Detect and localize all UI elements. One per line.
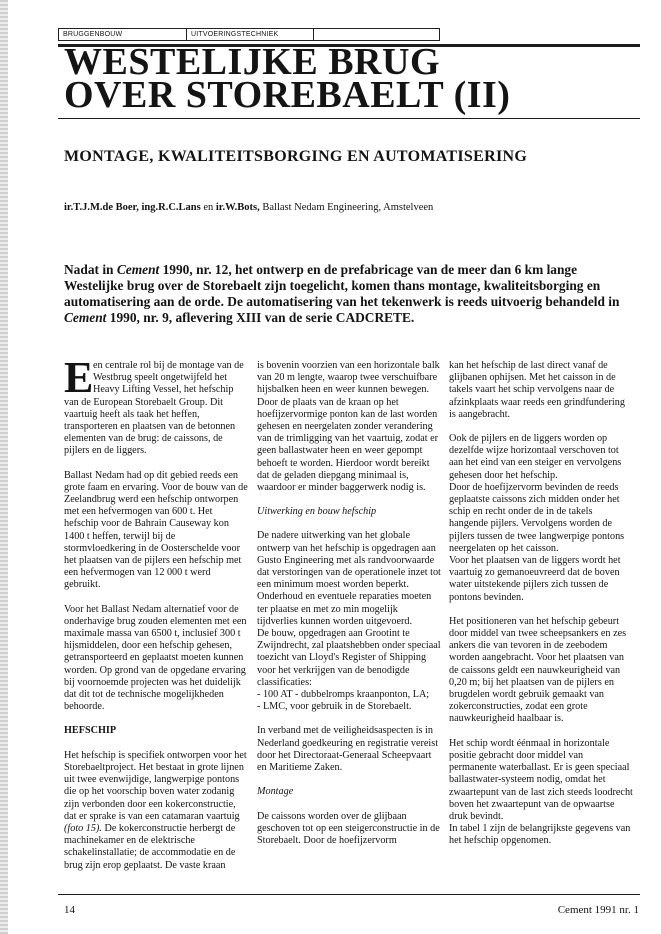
author-3: ir.W.Bots, [215,202,260,213]
col2-paragraph-6: De caissons worden over de glijbaan geschoven tot op een steigerconstructie in de Storebaelt. Door de hoefijzervorm [257,810,440,846]
classification-item-2: - LMC, voor gebruik in de Storebaelt. [257,701,412,713]
classification-item-1: - 100 AT - dubbelromps kraanponton, LA; [257,689,430,701]
journal-reference: Cement 1991 nr. 1 [557,904,639,916]
col1-paragraph-2: Ballast Nedam had op dit gebied reeds een grote faam en ervaring. Voor de bouw van de Zeelandbrug werd een hefschip ontworpen met een hefvermogen van 600 t. Het hefschip voor de Bahrain Causeway kon 1400 t heffen, terwijl bij de stormvloedkering in de Oosterschelde voor het plaatsen van de pijlers een hefschip met een hefvermogen van 12 000 t werd gebruikt. [64,469,248,591]
text-column-1 [64,353,248,872]
page-edge-shadow [0,0,8,934]
author-line [64,202,433,213]
author-1: ir.T.J.M.de Boer, [64,202,139,213]
header-category: BRUGGENBOUW [59,29,187,40]
header-subcategory: UITVOERINGSTECHNIEK [187,29,314,40]
col1-paragraph-1-text: en centrale rol bij de montage van de Westbrug speelt ongetwijfeld het Heavy Lifting Vessel, het hefschip van de European Storebaelt Group. Dit vaartuig heeft als taak het heffen, transporteren en plaatsen van de betonnen elementen van de brug: de caissons, de pijlers en de liggers. [64,360,244,457]
footer-rule [58,894,640,895]
header-empty-cell [314,29,439,40]
col3-paragraph-5: Het positioneren van het hefschip gebeurt door middel van twee scheepsankers en zes ankers die van tevoren in de zeebodem worden aangebracht. Voor het plaatsen van de caissons geldt een nauwkeurigheid van 0,20 m; bij het plaatsen van de pijlers en brugdelen wordt gebruik gemaakt van zokerconstructies, zodat een grote nauwkeurigheid haalbaar is. [449,615,627,725]
intro-text-3: 1990, nr. 9, aflevering XIII van de serie CADCRETE. [106,310,415,325]
col1-paragraph-3: Voor het Ballast Nedam alternatief voor de onderhavige brug zouden elementen met een maximale massa van 6500 t, inclusief 300 t hijsmiddelen, door een hefschip gehesen, getransporteerd en geplaatst moeten kunnen worden. Op grond van de opgedane ervaring bij voornoemde projecten was het duidelijk dat dit tot de technische mogelijkheden behoorde. [64,603,247,713]
intro-text-2: 1990, nr. 12, het ontwerp en de prefabricage van de meer dan 6 km lange Westelijke brug over de Storebaelt zijn toegelicht, komen thans montage, kwaliteitsborging en automatisering aan de orde. De automatisering van het tekenwerk is reeds uitvoerig behandeld in [64,262,620,309]
col3-paragraph-6: Het schip wordt éénmaal in horizontale positie gebracht door middel van permanente waterballast. Er is geen speciaal ballastwater-systeem nodig, omdat het zwaartepunt van de last zich steeds loodrecht boven het zwaartepunt van de opwaartse druk bevindt. [449,737,633,822]
section-header [58,28,440,41]
col3-paragraph-1: kan het hefschip de last direct vanaf de glijbanen ophijsen. Met het caisson in de takels vaart het schip vervolgens naar de afzinkplaats waar reeds een grindfundering is aangebracht. [449,360,625,420]
col3-paragraph-2: Ook de pijlers en de liggers worden op dezelfde wijze horizontaal verschoven tot aan het eind van een steiger en vervolgens gehesen door het hefschip. [449,433,622,481]
col3-paragraph-4: Voor het plaatsen van de liggers wordt het vaartuig zo gemanoeuvreerd dat de boven water uitstekende pijlers zich tussen de pontons bevinden. [449,555,621,603]
col1-paragraph-1 [64,353,248,458]
drop-cap: E [64,353,94,402]
title-rule-bottom [58,118,640,119]
col2-paragraph-2: Door de plaats van de kraan op het hoefijzervormige ponton kan de last worden gehesen en neergelaten zonder verandering van de trimligging van het vaartuig, zodat er geen ballastwater heen en weer gepompt behoeft te worden. Hierdoor wordt bereikt dat de geladen diepgang minimaal is, waardoor er minder baggerwerk nodig is. [257,396,439,494]
article-subtitle: MONTAGE, KWALITEITSBORGING EN AUTOMATISERING [64,148,528,165]
intro-cement-ref-2: Cement [64,310,107,325]
col2-paragraph-3: De nadere uitwerking van het globale ontwerp van het hefschip is opgedragen aan Gusto Engineering met als randvoorwaarde dat verstoringen van de operationele inzet tot een minimum moest worden beperkt. Onderhoud en eventuele reparaties moeten ter plaatse en met zo min mogelijk tijdverlies kunnen worden uitgevoerd. [257,530,441,627]
author-affiliation: Ballast Nedam Engineering, Amstelveen [262,202,434,213]
col2-paragraph-1: is bovenin voorzien van een horizontale balk van 20 m lengte, waarop twee verschuifbare hijsbalken heen en weer kunnen bewegen. [257,360,440,396]
article-title [64,41,634,116]
col3-paragraph-7: In tabel 1 zijn de belangrijkste gegevens van het hefschip opgenomen. [449,823,631,847]
text-column-3 [449,360,633,848]
title-line-2: OVER STOREBAELT (II) [64,74,511,116]
intro-paragraph [64,262,638,326]
photo-reference: (foto 15). [64,822,102,834]
subheading-montage: Montage [257,786,294,798]
col1-paragraph-4-text-end: De kokerconstructie herbergt de machinekamer en de elektrische schakelinstallatie; de accommodatie en de brug zijn erop geplaatst. De vaste kraan [64,822,236,871]
col2-paragraph-5: In verband met de veiligheidsaspecten is in Nederland goedkeuring en registratie vereist door het Directoraat-Generaal Scheepvaart en Maritieme Zaken. [257,725,439,774]
page-number: 14 [64,904,75,916]
subheading-uitwerking: Uitwerking en bouw hefschip [257,506,377,518]
section-heading-hefschip: HEFSCHIP [64,725,117,737]
col1-paragraph-4-text: Het hefschip is specifiek ontworpen voor het Storebaeltproject. Het bestaat in grote lijnen uit twee evenwijdige, langwerpige pontons die op het voorschip boven water zodanig zijn verbonden door een kokerconstructie, dat er sprake is van een catamaran vaartuig [64,749,247,822]
col3-paragraph-3: Door de hoefijzervorm bevinden de reeds geplaatste caissons zich midden onder het schip en recht onder de in de takels hangende pijlers. Vervolgens worden de pijlers tussen de twee langwerpige pontons neergelaten op het caisson. [449,481,625,554]
col2-paragraph-4: De bouw, opgedragen aan Grootint te Zwijndrecht, zal plaatshebben onder speciaal toezicht van Lloyd's Register of Shipping voor het verkrijgen van de benodigde classificaties: [257,628,441,688]
author-conjunction: en [203,202,214,213]
col1-paragraph-4 [64,750,248,872]
title-line-1: WESTELIJKE BRUG [64,41,440,83]
intro-cement-ref-1: Cement [116,262,160,277]
author-2: ing.R.C.Lans [141,202,201,213]
text-column-2 [257,360,441,847]
intro-text-1: Nadat in [64,262,117,277]
